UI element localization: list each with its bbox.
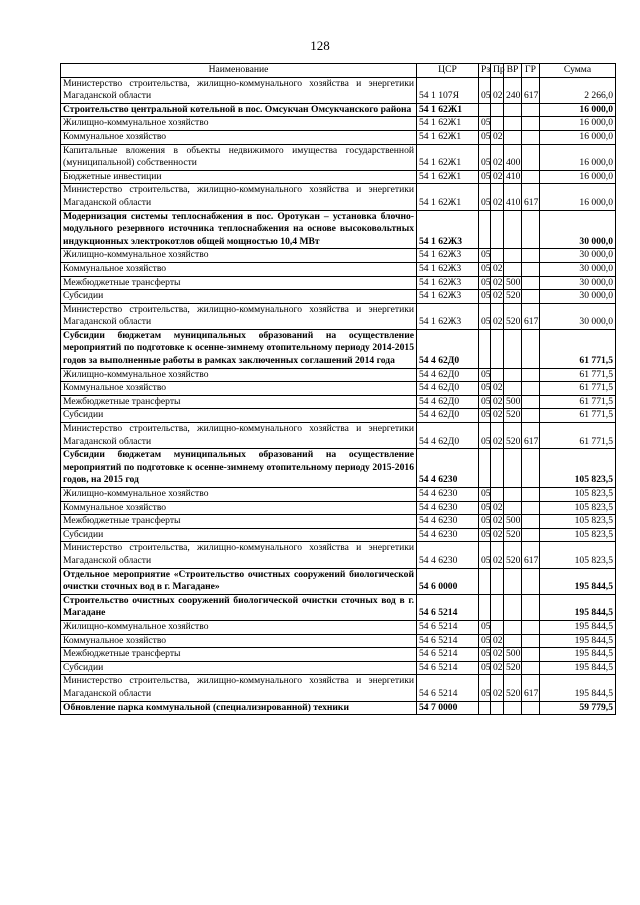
cell-sum: 30 000,0 xyxy=(540,249,616,263)
table-body xyxy=(61,77,616,715)
table-row xyxy=(61,170,616,184)
cell-name: Министерство строительства, жилищно-коммунального хозяйства и энергетики Магаданской области xyxy=(61,542,417,568)
cell-vr: 410 xyxy=(504,184,522,210)
cell-gr xyxy=(522,382,540,396)
cell-gr xyxy=(522,620,540,634)
cell-csr: 54 4 6230 xyxy=(417,515,479,529)
cell-sum: 105 823,5 xyxy=(540,501,616,515)
cell-gr xyxy=(522,262,540,276)
cell-rz xyxy=(479,594,491,620)
cell-csr: 54 1 62Ж3 xyxy=(417,276,479,290)
cell-rz: 05 xyxy=(479,117,491,131)
cell-vr xyxy=(504,382,522,396)
table-row xyxy=(61,501,616,515)
cell-gr xyxy=(522,276,540,290)
cell-sum: 105 823,5 xyxy=(540,542,616,568)
cell-vr xyxy=(504,210,522,249)
cell-sum: 30 000,0 xyxy=(540,210,616,249)
cell-rz: 05 xyxy=(479,395,491,409)
cell-name: Бюджетные инвестиции xyxy=(61,170,417,184)
cell-rz: 05 xyxy=(479,423,491,449)
cell-rz: 05 xyxy=(479,675,491,701)
cell-pr: 02 xyxy=(491,382,504,396)
cell-vr xyxy=(504,130,522,144)
cell-csr: 54 4 6230 xyxy=(417,501,479,515)
cell-gr xyxy=(522,568,540,594)
cell-rz xyxy=(479,210,491,249)
cell-rz: 05 xyxy=(479,409,491,423)
cell-csr: 54 4 6230 xyxy=(417,449,479,488)
cell-name: Коммунальное хозяйство xyxy=(61,262,417,276)
cell-sum: 16 000,0 xyxy=(540,103,616,117)
cell-rz: 05 xyxy=(479,661,491,675)
cell-csr: 54 6 0000 xyxy=(417,568,479,594)
cell-csr: 54 4 62Д0 xyxy=(417,329,479,368)
cell-sum: 195 844,5 xyxy=(540,620,616,634)
header-name: Наименование xyxy=(61,64,417,78)
cell-name: Обновление парка коммунальной (специализированной) техники xyxy=(61,701,417,715)
cell-gr xyxy=(522,501,540,515)
cell-rz: 05 xyxy=(479,170,491,184)
table-row xyxy=(61,515,616,529)
cell-rz: 05 xyxy=(479,620,491,634)
cell-csr: 54 1 62Ж3 xyxy=(417,262,479,276)
cell-name: Межбюджетные трансферты xyxy=(61,648,417,662)
cell-csr: 54 6 5214 xyxy=(417,648,479,662)
table-row xyxy=(61,144,616,170)
cell-pr xyxy=(491,329,504,368)
cell-pr: 02 xyxy=(491,661,504,675)
cell-name: Субсидии xyxy=(61,409,417,423)
cell-vr: 520 xyxy=(504,290,522,304)
cell-csr: 54 1 62Ж1 xyxy=(417,103,479,117)
cell-name: Субсидии xyxy=(61,290,417,304)
cell-rz: 05 xyxy=(479,249,491,263)
cell-vr xyxy=(504,701,522,715)
cell-csr: 54 4 62Д0 xyxy=(417,382,479,396)
cell-gr: 617 xyxy=(522,423,540,449)
table-row xyxy=(61,648,616,662)
table-row xyxy=(61,488,616,502)
cell-rz: 05 xyxy=(479,303,491,329)
cell-sum: 30 000,0 xyxy=(540,290,616,304)
cell-rz: 05 xyxy=(479,262,491,276)
cell-gr: 617 xyxy=(522,303,540,329)
cell-pr: 02 xyxy=(491,515,504,529)
budget-table xyxy=(60,63,616,715)
cell-pr: 02 xyxy=(491,648,504,662)
header-gr: ГР xyxy=(522,64,540,78)
header-rz: Рз xyxy=(479,64,491,78)
cell-name: Жилищно-коммунальное хозяйство xyxy=(61,368,417,382)
table-row xyxy=(61,620,616,634)
cell-gr xyxy=(522,648,540,662)
cell-gr xyxy=(522,130,540,144)
cell-pr: 02 xyxy=(491,423,504,449)
cell-pr xyxy=(491,594,504,620)
cell-rz: 05 xyxy=(479,276,491,290)
table-row xyxy=(61,701,616,715)
cell-gr xyxy=(522,368,540,382)
cell-rz: 05 xyxy=(479,634,491,648)
cell-pr xyxy=(491,488,504,502)
cell-pr xyxy=(491,449,504,488)
cell-sum: 30 000,0 xyxy=(540,262,616,276)
table-row xyxy=(61,290,616,304)
cell-sum: 105 823,5 xyxy=(540,515,616,529)
cell-vr: 240 xyxy=(504,77,522,103)
cell-gr xyxy=(522,117,540,131)
cell-name: Коммунальное хозяйство xyxy=(61,382,417,396)
cell-pr: 02 xyxy=(491,303,504,329)
cell-rz: 05 xyxy=(479,130,491,144)
table-row xyxy=(61,249,616,263)
cell-vr xyxy=(504,449,522,488)
cell-csr: 54 1 62Ж1 xyxy=(417,130,479,144)
cell-gr xyxy=(522,661,540,675)
cell-rz: 05 xyxy=(479,184,491,210)
header-csr: ЦСР xyxy=(417,64,479,78)
cell-vr xyxy=(504,501,522,515)
cell-name: Капитальные вложения в объекты недвижимого имущества государственной (муниципальной) собственности xyxy=(61,144,417,170)
cell-pr xyxy=(491,103,504,117)
cell-rz: 05 xyxy=(479,528,491,542)
cell-csr: 54 4 62Д0 xyxy=(417,409,479,423)
cell-csr: 54 1 107Я xyxy=(417,77,479,103)
table-row xyxy=(61,409,616,423)
cell-pr: 02 xyxy=(491,262,504,276)
table-row xyxy=(61,329,616,368)
cell-rz: 05 xyxy=(479,144,491,170)
cell-vr: 500 xyxy=(504,395,522,409)
cell-name: Министерство строительства, жилищно-коммунального хозяйства и энергетики Магаданской области xyxy=(61,423,417,449)
cell-gr: 617 xyxy=(522,184,540,210)
cell-name: Межбюджетные трансферты xyxy=(61,395,417,409)
cell-csr: 54 6 5214 xyxy=(417,675,479,701)
cell-vr xyxy=(504,329,522,368)
cell-gr xyxy=(522,210,540,249)
header-pr: Пр xyxy=(491,64,504,78)
cell-csr: 54 1 62Ж1 xyxy=(417,170,479,184)
cell-vr xyxy=(504,620,522,634)
cell-rz: 05 xyxy=(479,501,491,515)
cell-gr xyxy=(522,144,540,170)
cell-pr xyxy=(491,368,504,382)
cell-name: Межбюджетные трансферты xyxy=(61,276,417,290)
table-row xyxy=(61,368,616,382)
cell-name: Жилищно-коммунальное хозяйство xyxy=(61,117,417,131)
cell-name: Строительство очистных сооружений биологической очистки сточных вод в г. Магадане xyxy=(61,594,417,620)
cell-sum: 61 771,5 xyxy=(540,329,616,368)
cell-gr xyxy=(522,395,540,409)
cell-pr: 02 xyxy=(491,542,504,568)
cell-sum: 16 000,0 xyxy=(540,170,616,184)
cell-csr: 54 1 62Ж1 xyxy=(417,184,479,210)
table-row xyxy=(61,423,616,449)
cell-csr: 54 1 62Ж3 xyxy=(417,249,479,263)
cell-sum: 16 000,0 xyxy=(540,144,616,170)
cell-gr xyxy=(522,528,540,542)
table-row xyxy=(61,303,616,329)
cell-name: Модернизация системы теплоснабжения в пос. Оротукан – установка блочно-модульного резервного источника теплоснабжения на основе высоковольтных индукционных электрокотлов общей мощностью 10,4 МВт xyxy=(61,210,417,249)
cell-sum: 16 000,0 xyxy=(540,117,616,131)
cell-name: Субсидии xyxy=(61,528,417,542)
cell-vr: 520 xyxy=(504,409,522,423)
cell-vr xyxy=(504,488,522,502)
cell-name: Строительство центральной котельной в пос. Омсукчан Омсукчанского района xyxy=(61,103,417,117)
table-row xyxy=(61,395,616,409)
cell-csr: 54 4 62Д0 xyxy=(417,423,479,449)
cell-vr: 500 xyxy=(504,515,522,529)
table-row xyxy=(61,262,616,276)
cell-csr: 54 1 62Ж1 xyxy=(417,144,479,170)
cell-gr xyxy=(522,701,540,715)
cell-rz xyxy=(479,103,491,117)
cell-gr xyxy=(522,290,540,304)
table-row xyxy=(61,210,616,249)
cell-gr: 617 xyxy=(522,542,540,568)
cell-name: Министерство строительства, жилищно-коммунального хозяйства и энергетики Магаданской области xyxy=(61,303,417,329)
cell-name: Коммунальное хозяйство xyxy=(61,634,417,648)
cell-rz: 05 xyxy=(479,542,491,568)
cell-sum: 61 771,5 xyxy=(540,368,616,382)
cell-pr xyxy=(491,210,504,249)
cell-csr: 54 4 6230 xyxy=(417,488,479,502)
cell-name: Жилищно-коммунальное хозяйство xyxy=(61,620,417,634)
cell-csr: 54 7 0000 xyxy=(417,701,479,715)
cell-rz: 05 xyxy=(479,77,491,103)
cell-csr: 54 6 5214 xyxy=(417,661,479,675)
cell-pr: 02 xyxy=(491,144,504,170)
cell-pr: 02 xyxy=(491,170,504,184)
cell-vr xyxy=(504,368,522,382)
cell-sum: 195 844,5 xyxy=(540,568,616,594)
page-number: 128 xyxy=(310,38,330,53)
cell-gr xyxy=(522,488,540,502)
cell-sum: 105 823,5 xyxy=(540,528,616,542)
cell-gr xyxy=(522,170,540,184)
cell-vr: 520 xyxy=(504,303,522,329)
cell-name: Жилищно-коммунальное хозяйство xyxy=(61,488,417,502)
cell-sum: 195 844,5 xyxy=(540,594,616,620)
cell-name: Субсидии бюджетам муниципальных образований на осуществление мероприятий по подготовке к осенне-зимнему отопительному периоду 2015-2016 годов, на 2015 год xyxy=(61,449,417,488)
cell-vr: 500 xyxy=(504,276,522,290)
cell-csr: 54 4 62Д0 xyxy=(417,395,479,409)
table-row xyxy=(61,117,616,131)
cell-vr xyxy=(504,262,522,276)
cell-csr: 54 1 62Ж3 xyxy=(417,303,479,329)
cell-sum: 195 844,5 xyxy=(540,675,616,701)
cell-rz xyxy=(479,568,491,594)
cell-sum: 61 771,5 xyxy=(540,423,616,449)
cell-name: Коммунальное хозяйство xyxy=(61,501,417,515)
table-row xyxy=(61,542,616,568)
cell-sum: 16 000,0 xyxy=(540,184,616,210)
cell-pr: 02 xyxy=(491,528,504,542)
cell-csr: 54 6 5214 xyxy=(417,594,479,620)
cell-sum: 59 779,5 xyxy=(540,701,616,715)
cell-sum: 195 844,5 xyxy=(540,634,616,648)
cell-vr xyxy=(504,594,522,620)
cell-pr: 02 xyxy=(491,395,504,409)
cell-sum: 105 823,5 xyxy=(540,449,616,488)
cell-name: Субсидии бюджетам муниципальных образований на осуществление мероприятий по подготовке к осенне-зимнему отопительному периоду 2014-2015 годов за выполненные работы в рамках заключенных соглашений 2014 года xyxy=(61,329,417,368)
cell-rz: 05 xyxy=(479,290,491,304)
cell-gr xyxy=(522,449,540,488)
cell-pr: 02 xyxy=(491,409,504,423)
cell-sum: 2 266,0 xyxy=(540,77,616,103)
cell-vr: 500 xyxy=(504,648,522,662)
cell-name: Межбюджетные трансферты xyxy=(61,515,417,529)
cell-pr xyxy=(491,620,504,634)
cell-pr xyxy=(491,249,504,263)
cell-pr xyxy=(491,701,504,715)
cell-gr xyxy=(522,634,540,648)
table-header-row xyxy=(61,64,616,78)
cell-sum: 61 771,5 xyxy=(540,409,616,423)
cell-gr xyxy=(522,329,540,368)
cell-vr xyxy=(504,103,522,117)
cell-sum: 61 771,5 xyxy=(540,395,616,409)
cell-rz: 05 xyxy=(479,515,491,529)
cell-vr: 520 xyxy=(504,423,522,449)
cell-sum: 195 844,5 xyxy=(540,648,616,662)
table-row xyxy=(61,184,616,210)
table-row xyxy=(61,675,616,701)
cell-pr xyxy=(491,117,504,131)
cell-csr: 54 4 62Д0 xyxy=(417,368,479,382)
cell-gr xyxy=(522,409,540,423)
cell-pr xyxy=(491,568,504,594)
cell-pr: 02 xyxy=(491,276,504,290)
table-row xyxy=(61,382,616,396)
table-row xyxy=(61,594,616,620)
cell-rz: 05 xyxy=(479,488,491,502)
cell-pr: 02 xyxy=(491,130,504,144)
cell-name: Министерство строительства, жилищно-коммунального хозяйства и энергетики Магаданской области xyxy=(61,77,417,103)
cell-csr: 54 4 6230 xyxy=(417,542,479,568)
cell-vr: 400 xyxy=(504,144,522,170)
cell-csr: 54 4 6230 xyxy=(417,528,479,542)
cell-rz xyxy=(479,449,491,488)
cell-name: Субсидии xyxy=(61,661,417,675)
cell-pr: 02 xyxy=(491,634,504,648)
cell-vr xyxy=(504,568,522,594)
cell-rz: 05 xyxy=(479,382,491,396)
cell-gr xyxy=(522,103,540,117)
cell-pr: 02 xyxy=(491,501,504,515)
cell-vr: 410 xyxy=(504,170,522,184)
cell-name: Жилищно-коммунальное хозяйство xyxy=(61,249,417,263)
cell-name: Министерство строительства, жилищно-коммунального хозяйства и энергетики Магаданской области xyxy=(61,675,417,701)
table-row xyxy=(61,130,616,144)
cell-sum: 30 000,0 xyxy=(540,303,616,329)
cell-gr: 617 xyxy=(522,77,540,103)
cell-gr xyxy=(522,249,540,263)
cell-csr: 54 6 5214 xyxy=(417,634,479,648)
cell-vr xyxy=(504,249,522,263)
cell-csr: 54 1 62Ж1 xyxy=(417,117,479,131)
cell-csr: 54 1 62Ж3 xyxy=(417,290,479,304)
cell-vr: 520 xyxy=(504,675,522,701)
cell-pr: 02 xyxy=(491,77,504,103)
cell-sum: 16 000,0 xyxy=(540,130,616,144)
table-row xyxy=(61,661,616,675)
cell-csr: 54 1 62Ж3 xyxy=(417,210,479,249)
cell-vr: 520 xyxy=(504,542,522,568)
cell-name: Отдельное мероприятие «Строительство очистных сооружений биологической очистки сточных вод в г. Магадане» xyxy=(61,568,417,594)
cell-gr: 617 xyxy=(522,675,540,701)
cell-rz: 05 xyxy=(479,368,491,382)
table-row xyxy=(61,528,616,542)
cell-gr xyxy=(522,594,540,620)
table-row xyxy=(61,77,616,103)
cell-sum: 61 771,5 xyxy=(540,382,616,396)
cell-pr: 02 xyxy=(491,675,504,701)
header-vr: ВР xyxy=(504,64,522,78)
cell-name: Министерство строительства, жилищно-коммунального хозяйства и энергетики Магаданской области xyxy=(61,184,417,210)
cell-rz: 05 xyxy=(479,648,491,662)
cell-vr xyxy=(504,634,522,648)
cell-pr: 02 xyxy=(491,290,504,304)
cell-vr: 520 xyxy=(504,661,522,675)
table-row xyxy=(61,449,616,488)
cell-rz xyxy=(479,701,491,715)
cell-csr: 54 6 5214 xyxy=(417,620,479,634)
cell-vr xyxy=(504,117,522,131)
table-row xyxy=(61,103,616,117)
cell-vr: 520 xyxy=(504,528,522,542)
table-row xyxy=(61,634,616,648)
cell-pr: 02 xyxy=(491,184,504,210)
table-row xyxy=(61,276,616,290)
cell-rz xyxy=(479,329,491,368)
cell-sum: 30 000,0 xyxy=(540,276,616,290)
table-row xyxy=(61,568,616,594)
cell-name: Коммунальное хозяйство xyxy=(61,130,417,144)
header-sum: Сумма xyxy=(540,64,616,78)
cell-gr xyxy=(522,515,540,529)
cell-sum: 105 823,5 xyxy=(540,488,616,502)
cell-sum: 195 844,5 xyxy=(540,661,616,675)
